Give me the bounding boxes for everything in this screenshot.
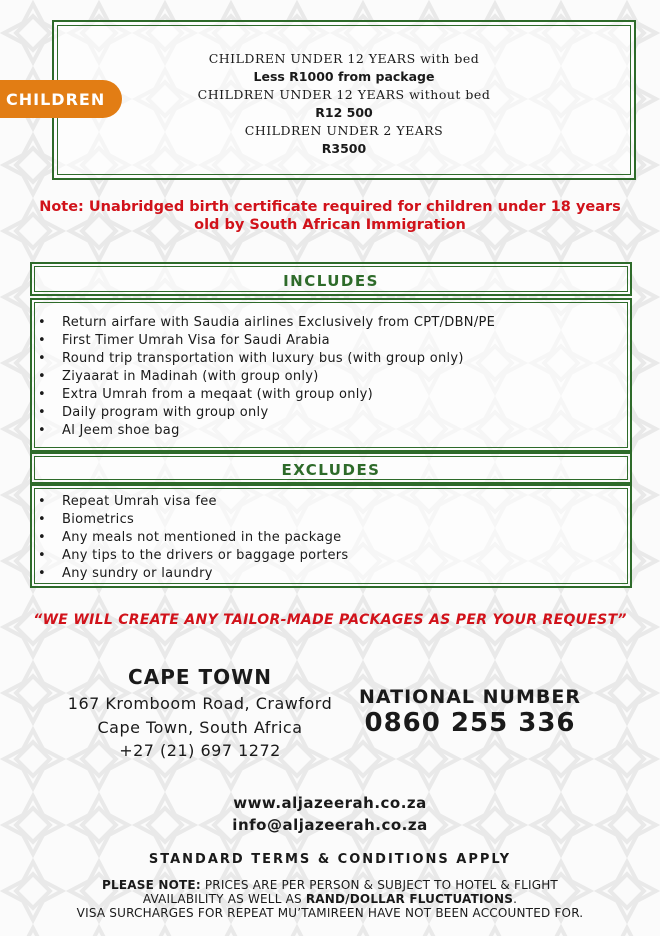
children-pricing-box bbox=[52, 20, 636, 180]
children-tab-label: CHILDREN bbox=[0, 80, 122, 118]
excludes-list-box bbox=[30, 484, 632, 588]
list-item bbox=[38, 565, 349, 583]
list-item-text: Daily program with group only bbox=[62, 405, 269, 420]
list-item bbox=[38, 547, 349, 565]
includes-header bbox=[30, 262, 632, 296]
excludes-list bbox=[38, 493, 349, 583]
bullet-icon: • bbox=[38, 315, 46, 330]
list-item bbox=[38, 386, 495, 404]
list-item bbox=[38, 314, 495, 332]
list-item-text: Any tips to the drivers or baggage porters bbox=[62, 548, 349, 563]
list-item-text: Any sundry or laundry bbox=[62, 566, 213, 581]
please-note-label: PLEASE NOTE: bbox=[102, 878, 201, 892]
list-item bbox=[38, 404, 495, 422]
list-item-text: Ziyaarat in Madinah (with group only) bbox=[62, 369, 319, 384]
bullet-icon: • bbox=[38, 530, 46, 545]
children-without-bed-price: R12 500 bbox=[315, 105, 373, 120]
list-item bbox=[38, 332, 495, 350]
children-without-bed-label: CHILDREN UNDER 12 YEARS without bed bbox=[197, 87, 491, 102]
children-with-bed-price: Less R1000 from package bbox=[253, 69, 435, 84]
bullet-icon: • bbox=[38, 369, 46, 384]
bullet-icon: • bbox=[38, 494, 46, 509]
cape-town-title: CAPE TOWN bbox=[128, 665, 272, 689]
list-item bbox=[38, 493, 349, 511]
fine-print-line-2 bbox=[0, 892, 660, 907]
includes-list bbox=[38, 314, 495, 440]
note-line-1: Note: Unabridged birth certificate required for children under 18 years bbox=[39, 199, 621, 215]
bullet-icon: • bbox=[38, 548, 46, 563]
note-line-2: old by South African Immigration bbox=[194, 217, 466, 233]
children-with-bed-label: CHILDREN UNDER 12 YEARS with bed bbox=[208, 51, 480, 66]
list-item-text: Extra Umrah from a meqaat (with group only) bbox=[62, 387, 374, 402]
bullet-icon: • bbox=[38, 566, 46, 581]
list-item-text: Any meals not mentioned in the package bbox=[62, 530, 342, 545]
list-item bbox=[38, 511, 349, 529]
list-item-text: Return airfare with Saudia airlines Exclusively from CPT/DBN/PE bbox=[62, 315, 496, 330]
list-item-text: First Timer Umrah Visa for Saudi Arabia bbox=[62, 333, 330, 348]
list-item-text: Repeat Umrah visa fee bbox=[62, 494, 217, 509]
bullet-icon: • bbox=[38, 387, 46, 402]
includes-list-box bbox=[30, 298, 632, 452]
tailor-made-slogan: “WE WILL CREATE ANY TAILOR-MADE PACKAGES AS PER YOUR REQUEST” bbox=[33, 612, 627, 628]
cape-town-address-2: Cape Town, South Africa bbox=[97, 718, 303, 737]
list-item bbox=[38, 529, 349, 547]
list-item-text: Al Jeem shoe bag bbox=[62, 423, 180, 438]
bullet-icon: • bbox=[38, 351, 46, 366]
list-item bbox=[38, 368, 495, 386]
cape-town-address-1: 167 Kromboom Road, Crawford bbox=[67, 694, 333, 713]
children-under-2-label: CHILDREN UNDER 2 YEARS bbox=[244, 123, 444, 138]
national-number[interactable]: 0860 255 336 bbox=[364, 708, 576, 738]
fine-print-line-3: VISA SURCHARGES FOR REPEAT MU’TAMIREEN HAVE NOT BEEN ACCOUNTED FOR. bbox=[76, 906, 584, 920]
fine-print-line-2-end: . bbox=[513, 892, 518, 906]
bullet-icon: • bbox=[38, 512, 46, 527]
please-note-text: PRICES ARE PER PERSON & SUBJECT TO HOTEL & FLIGHT bbox=[200, 878, 558, 892]
fine-print-line-2-text: AVAILABILITY AS WELL AS bbox=[142, 892, 306, 906]
cape-town-phone[interactable]: +27 (21) 697 1272 bbox=[119, 741, 281, 760]
bullet-icon: • bbox=[38, 333, 46, 348]
website-link[interactable]: www.aljazeerah.co.za bbox=[233, 794, 427, 812]
national-number-title: NATIONAL NUMBER bbox=[359, 686, 581, 708]
currency-fluctuation-text: RAND/DOLLAR FLUCTUATIONS bbox=[305, 892, 514, 906]
includes-title: INCLUDES bbox=[283, 272, 379, 290]
terms-title: STANDARD TERMS & CONDITIONS APPLY bbox=[148, 852, 512, 867]
list-item-text: Biometrics bbox=[62, 512, 135, 527]
list-item bbox=[38, 350, 495, 368]
excludes-header bbox=[30, 452, 632, 484]
birth-certificate-note bbox=[0, 198, 660, 234]
children-under-2-price: R3500 bbox=[321, 141, 367, 156]
excludes-title: EXCLUDES bbox=[281, 461, 381, 479]
bullet-icon: • bbox=[38, 423, 46, 438]
bullet-icon: • bbox=[38, 405, 46, 420]
fine-print-line-1 bbox=[0, 878, 660, 893]
email-link[interactable]: info@aljazeerah.co.za bbox=[232, 816, 428, 834]
list-item bbox=[38, 422, 495, 440]
list-item-text: Round trip transportation with luxury bus (with group only) bbox=[62, 351, 464, 366]
